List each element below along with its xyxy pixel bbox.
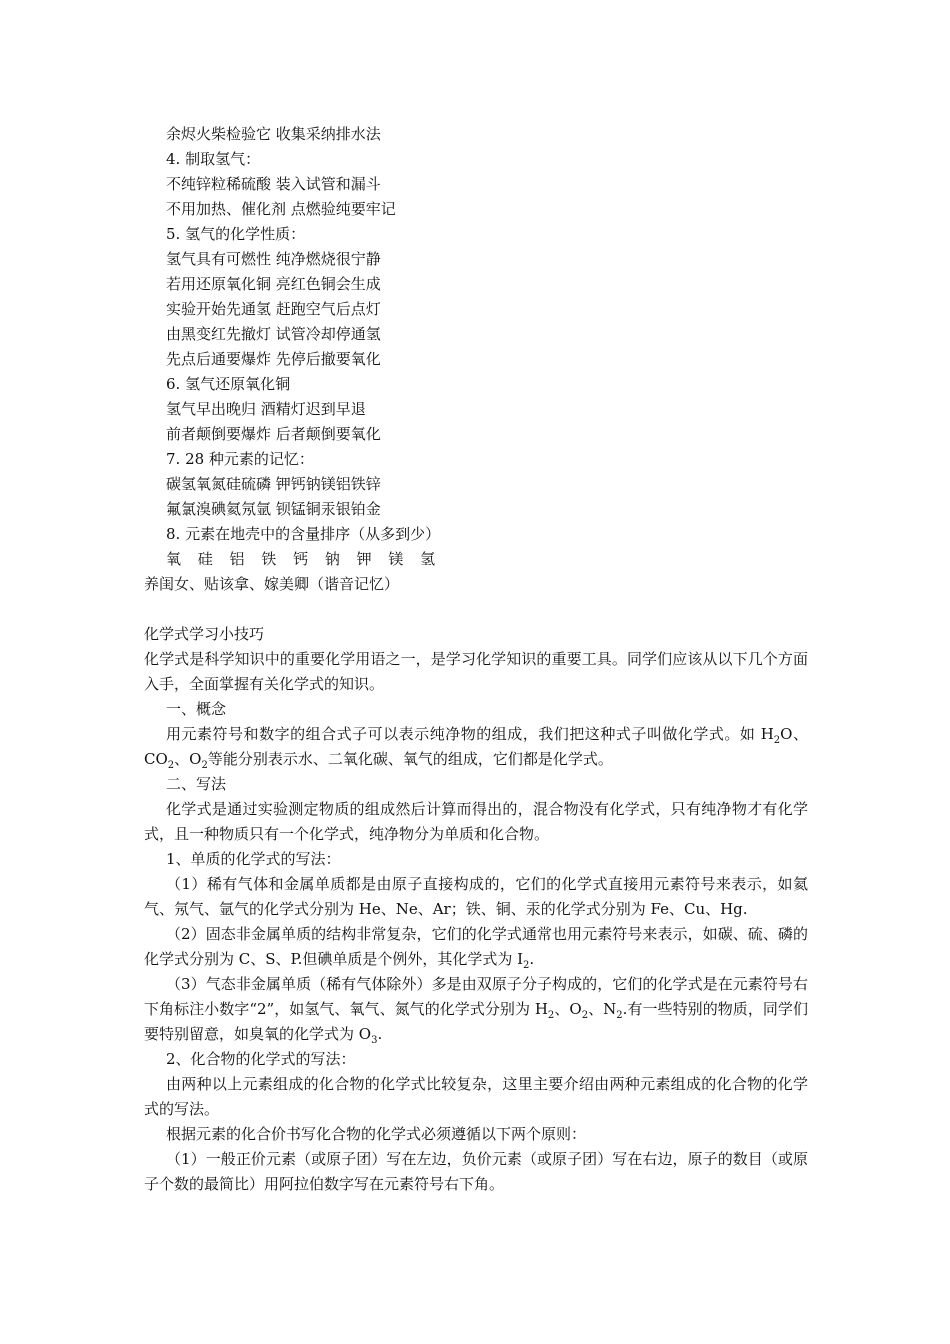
section-heading-writing: 二、写法 (166, 775, 227, 793)
poem-line: 由黑变红先撤灯 试管冷却停通氢 (166, 325, 381, 343)
mnemonic-line: 养闺女、贴该拿、嫁美卿（谐音记忆） (144, 575, 400, 593)
poem-line: 不用加热、催化剂 点燃验纯要牢记 (166, 200, 396, 218)
poem-heading: 5. 氢气的化学性质： (166, 225, 306, 243)
poem-heading: 8. 元素在地壳中的含量排序（从多到少） (166, 525, 441, 543)
poem-line: 实验开始先通氢 赶跑空气后点灯 (166, 300, 381, 318)
mnemonic-poem (144, 122, 808, 597)
paragraph-compound-principles: 根据元素的化合价书写化合物的化学式必须遵循以下两个原则： (166, 1125, 587, 1143)
poem-line: 氟氯溴碘氦氖氩 钡锰铜汞银铂金 (166, 500, 381, 518)
paragraph-compound-intro: 由两种以上元素组成的化合物的化学式比较复杂，这里主要介绍由两种元素组成的化合物的化学式的写法。 (144, 1075, 808, 1118)
poem-line: 先点后通要爆炸 先停后撤要氧化 (166, 350, 381, 368)
paragraph-compound-rule-1: （1）一般正价元素（或原子团）写在左边，负价元素（或原子团）写在右边，原子的数目（或原子个数的最简比）用阿拉伯数字写在元素符号右下角。 (144, 1150, 808, 1193)
poem-line: 氢气早出晚归 酒精灯迟到早退 (166, 400, 366, 418)
poem-line: 余烬火柴检验它 收集采纳排水法 (166, 125, 381, 143)
element-order-line: 氧 硅 铝 铁 钙 钠 钾 镁 氢 (166, 550, 442, 568)
section-heading-concept: 一、概念 (166, 700, 227, 718)
article-title: 化学式学习小技巧 (144, 625, 265, 643)
paragraph-concept: 用元素符号和数字的组合式子可以表示纯净物的组成，我们把这种式子叫做化学式。如 $H_2O$、$CO_2$、$O_2$等能分别表示水、二氧化碳、氧气的组成，它们都是化学式。 (144, 725, 808, 771)
poem-line: 碳氢氧氮硅硫磷 钾钙钠镁铝铁锌 (166, 475, 381, 493)
article (144, 622, 808, 1197)
poem-line: 不纯锌粒稀硫酸 装入试管和漏斗 (166, 175, 381, 193)
paragraph-element-rule-3: （3）气态非金属单质（稀有气体除外）多是由双原子分子构成的，它们的化学式是在元素符号右下角标注小数字“2”，如氢气、氧气、氮气的化学式分别为 $H_2$、$O_2$、$N_2$.有一些特别的物质，同学们要特别留意，如臭氧的化学式为 $O_3$. (144, 975, 808, 1046)
poem-heading: 6. 氢气还原氧化铜 (166, 375, 291, 393)
subsection-heading-compounds: 2、化合物的化学式的写法： (166, 1050, 356, 1068)
article-intro: 化学式是科学知识中的重要化学用语之一，是学习化学知识的重要工具。同学们应该从以下几个方面入手，全面掌握有关化学式的知识。 (144, 650, 808, 693)
paragraph-writing: 化学式是通过实验测定物质的组成然后计算而得出的，混合物没有化学式，只有纯净物才有化学式，且一种物质只有一个化学式，纯净物分为单质和化合物。 (144, 800, 808, 843)
poem-line: 若用还原氧化铜 亮红色铜会生成 (166, 275, 381, 293)
paragraph-element-rule-1: （1）稀有气体和金属单质都是由原子直接构成的，它们的化学式直接用元素符号来表示，如氦气、氖气、氩气的化学式分别为 He、Ne、Ar；铁、铜、汞的化学式分别为 Fe、Cu、Hg. (144, 875, 808, 918)
subsection-heading-elements: 1、单质的化学式的写法： (166, 850, 341, 868)
poem-heading: 7. 28 种元素的记忆： (166, 450, 314, 468)
poem-heading: 4. 制取氢气： (166, 150, 261, 168)
poem-line: 前者颠倒要爆炸 后者颠倒要氧化 (166, 425, 381, 443)
paragraph-element-rule-2: （2）固态非金属单质的结构非常复杂，它们的化学式通常也用元素符号来表示，如碳、硫、磷的化学式分别为 C、S、P.但碘单质是个例外，其化学式为 $I_2$. (144, 925, 808, 971)
poem-line: 氢气具有可燃性 纯净燃烧很宁静 (166, 250, 381, 268)
